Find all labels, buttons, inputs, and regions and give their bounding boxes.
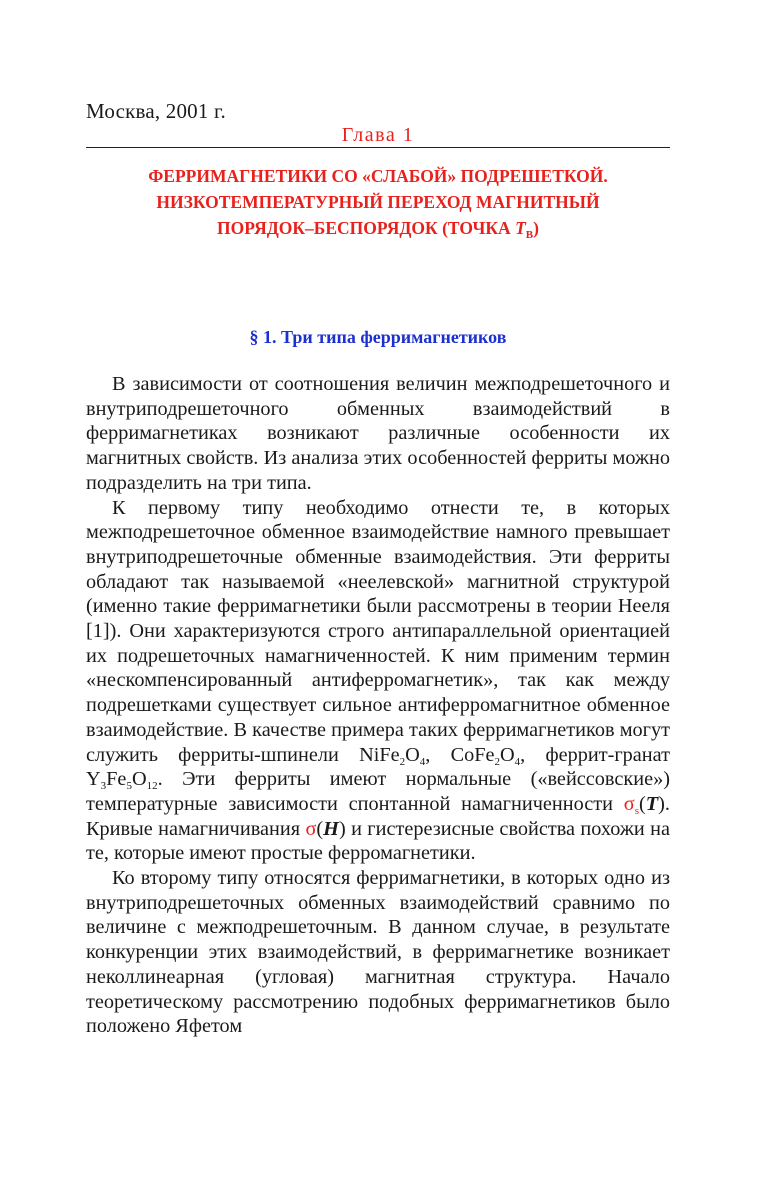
sigma-symbol: σ <box>305 817 317 840</box>
chapter-label: Глава 1 <box>341 124 415 146</box>
p2-text-d: . Кривые намагничивания <box>86 792 670 840</box>
formula-part: CoFe <box>450 743 495 766</box>
formula-sub: 2 <box>399 755 406 768</box>
chapter-divider <box>86 147 670 148</box>
formula-y3fe5o12 <box>86 768 158 793</box>
formula-sub: 12 <box>146 780 158 793</box>
formula-part: Y <box>86 768 101 791</box>
formula-sub: 4 <box>514 755 521 768</box>
chapter-title <box>86 163 670 241</box>
symbol-sigma-h <box>305 818 345 840</box>
chapter-title-line-2: НИЗКОТЕМПЕРАТУРНЫЙ ПЕРЕХОД МАГНИТНЫЙ <box>156 192 600 212</box>
paragraph-3: Ко второму типу относятся ферримагнетики, в которых одно из внутриподрешеточных обменных взаимодействий сравнимо по величине с межподрешеточным. В данном случае, в результате конкуренции этих взаимодействий, в ферримагнетике возникает неколлинеарная (угловая) магнитная структура. Начало теоретическому рассмотрению подобных ферримагнетиков было положено Яфетом <box>86 867 670 1038</box>
symbol-sigma-s-t <box>624 793 665 815</box>
previous-page-line: Москва, 2001 г. <box>86 99 226 123</box>
formula-nife2o4 <box>359 744 425 766</box>
p2-text-c: . Эти ферриты имеют нормальные («вейссовские») температурные зависимости спонтанной намагниченности <box>86 768 670 815</box>
formula-sub: 2 <box>494 755 501 768</box>
paren-open: ( <box>316 817 324 840</box>
chapter-title-symbol: T <box>515 218 526 238</box>
formula-part: Fe <box>106 768 127 791</box>
formula-part: O <box>500 743 515 766</box>
formula-cofe2o4 <box>451 744 521 766</box>
sigma-sub: s <box>634 804 639 817</box>
formula-part: NiFe <box>359 743 400 766</box>
variable-h: H <box>323 817 339 840</box>
paragraph-1: В зависимости от соотношения величин межподрешеточного и внутриподрешеточного обменных взаимодействий в ферримагнетиках возникают различные особенности их магнитных свойств. Из анализа этих особенностей ферриты можно подразделить на три типа. <box>86 373 670 494</box>
formula-sub: 5 <box>126 780 132 793</box>
formula-sub: 3 <box>100 780 107 793</box>
paragraph-2 <box>86 496 670 867</box>
formula-part: O <box>405 743 420 766</box>
chapter-title-line-3 <box>86 215 670 241</box>
chapter-title-line-3-text: ПОРЯДОК–БЕСПОРЯДОК (ТОЧКА <box>217 218 516 238</box>
chapter-title-close: ) <box>533 218 539 238</box>
paren-close: ) <box>658 792 665 815</box>
variable-t: T <box>645 792 659 815</box>
section-title: § 1. Три типа ферримагнетиков <box>249 327 507 347</box>
formula-part: O <box>131 768 147 791</box>
paren-close: ) <box>338 817 346 840</box>
chapter-title-line-1: ФЕРРИМАГНЕТИКИ СО «СЛАБОЙ» ПОДРЕШЕТКОЙ. <box>148 166 608 186</box>
paren-open: ( <box>639 792 646 815</box>
chapter-title-symbol-sub: B <box>525 229 534 241</box>
p2-text-e: и гистерезисные свойства похожи на те, которые имеют простые ферромагнетики. <box>86 817 670 865</box>
p2-text-b: , феррит-гранат <box>520 743 670 766</box>
formula-sub: 4 <box>419 755 426 768</box>
sigma-symbol: σ <box>623 792 635 815</box>
body-text <box>86 372 670 1039</box>
p2-text-a: К первому типу необходимо отнести те, в которых межподрешеточное обменное взаимодействие намного превышает внутриподрешеточные обменные взаимодействия. Эти ферриты обладают так называемой «неелевской» магнитной структурой (именно такие ферримагнетики были рассмотрены в теории Нееля [1]). Они характеризуются строго антипараллельной ориентацией их подрешеточных намагниченностей. К ним применим термин «нескомпенсированный антиферромагнетик», так как между подрешетками существует сильное антиферромагнитное обменное взаимодействие. В качестве примера таких ферримагнетиков могут служить ферриты-шпинели <box>86 496 670 766</box>
p2-sep-1: , <box>425 743 451 766</box>
